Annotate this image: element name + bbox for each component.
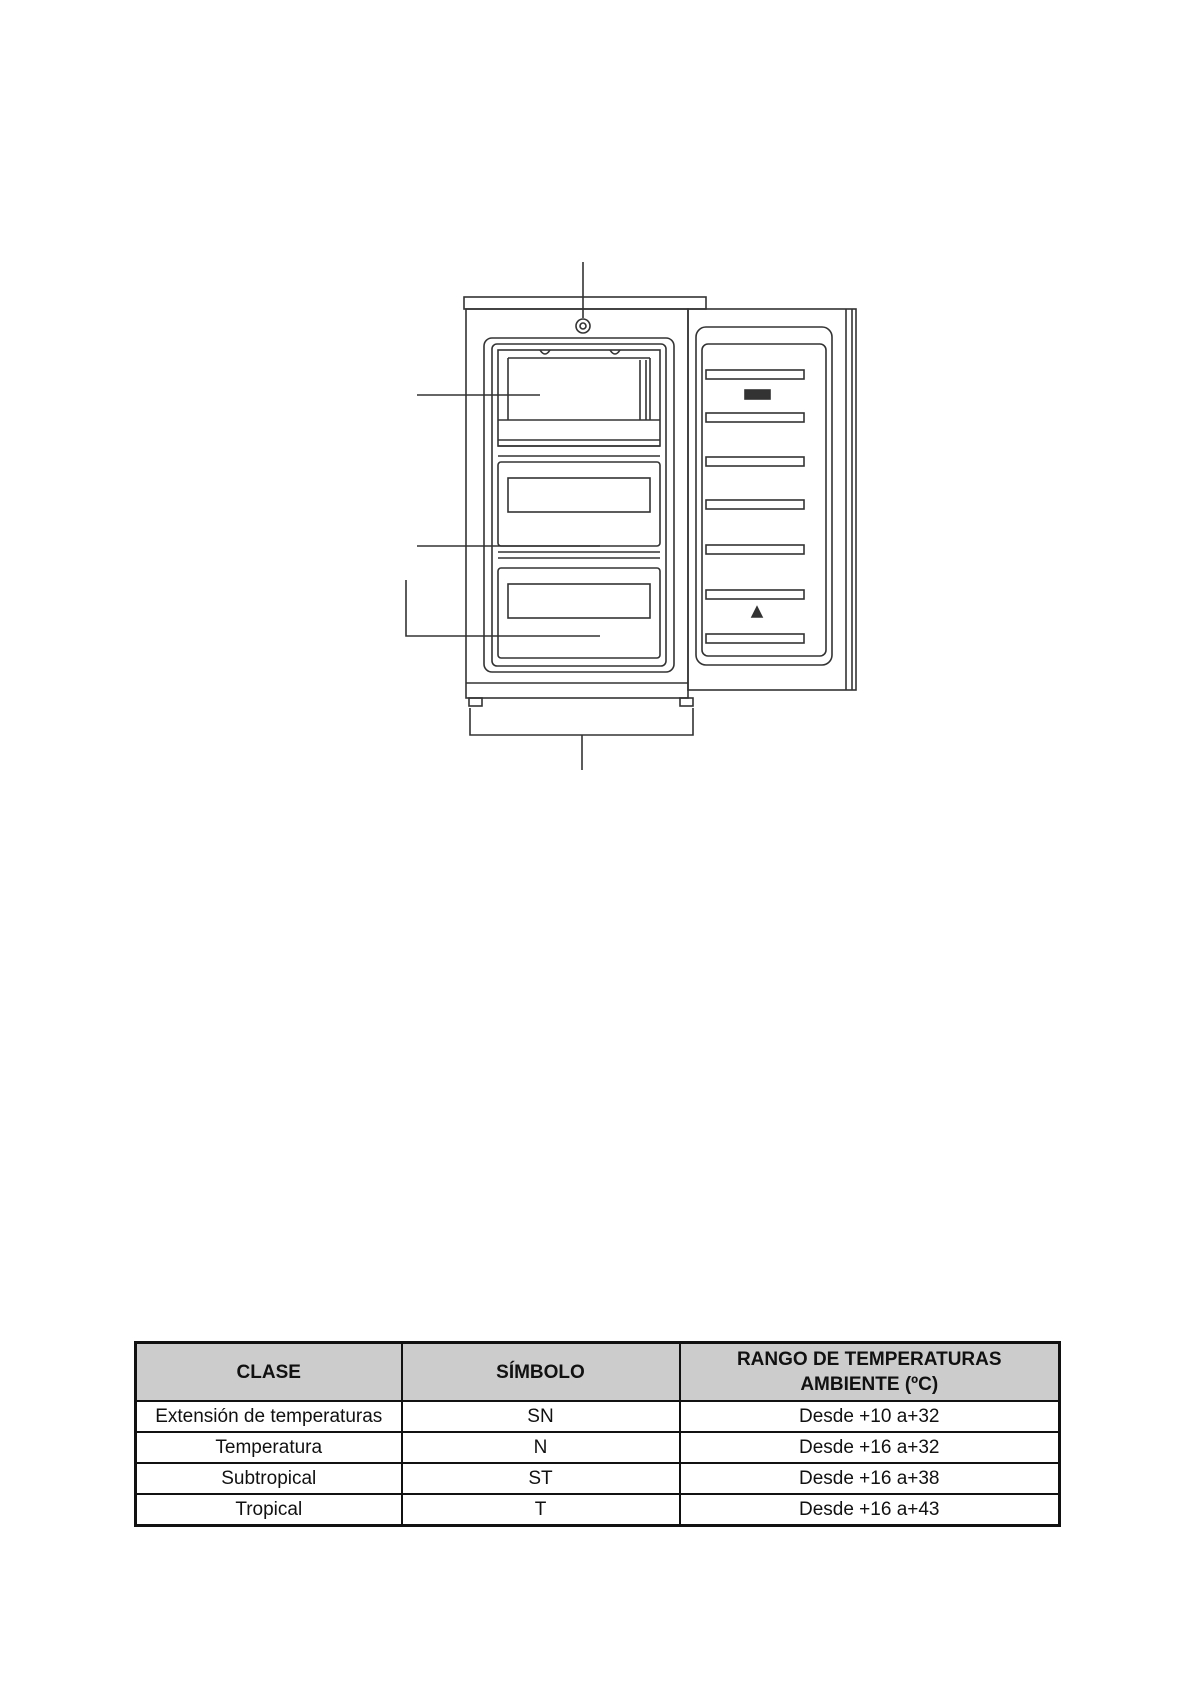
cell-simbolo: SN <box>402 1401 680 1432</box>
door-inner-panel <box>696 327 832 665</box>
cell-rango: Desde +16 a+38 <box>680 1463 1060 1494</box>
freezer-diagram <box>0 0 1191 800</box>
cell-rango: Desde +16 a+32 <box>680 1432 1060 1463</box>
table-row <box>136 1463 1060 1494</box>
thermostat-knob <box>576 319 590 333</box>
star-rating-icon <box>745 390 770 399</box>
cell-rango: Desde +16 a+43 <box>680 1494 1060 1526</box>
cell-simbolo: N <box>402 1432 680 1463</box>
header-rango <box>680 1343 1060 1402</box>
table-row <box>136 1494 1060 1526</box>
leader-feet <box>470 708 693 735</box>
top-compartment <box>498 350 660 446</box>
cell-clase: Subtropical <box>136 1463 402 1494</box>
cell-simbolo: ST <box>402 1463 680 1494</box>
table-row <box>136 1401 1060 1432</box>
header-clase: CLASE <box>136 1343 402 1402</box>
table-row <box>136 1432 1060 1463</box>
cell-clase: Tropical <box>136 1494 402 1526</box>
cabinet-body <box>466 309 688 698</box>
foot-right <box>680 698 693 706</box>
header-rango-line1: RANGO DE TEMPERATURAS <box>736 1349 1002 1370</box>
foot-left <box>469 698 482 706</box>
cell-rango: Desde +10 a+32 <box>680 1401 1060 1432</box>
cell-clase: Temperatura <box>136 1432 402 1463</box>
cell-simbolo: T <box>402 1494 680 1526</box>
drawer-lower <box>498 568 660 658</box>
ice-icon <box>752 607 762 617</box>
cell-clase: Extensión de temperaturas <box>136 1401 402 1432</box>
leader-drawer-lower <box>406 580 600 636</box>
header-rango-line2: AMBIENTE (ºC) <box>800 1374 939 1395</box>
header-simbolo: SÍMBOLO <box>402 1343 680 1402</box>
cabinet-top <box>464 297 706 309</box>
drawer-upper <box>498 462 660 546</box>
table-header-row <box>136 1343 1060 1402</box>
climate-class-table <box>134 1341 1061 1527</box>
